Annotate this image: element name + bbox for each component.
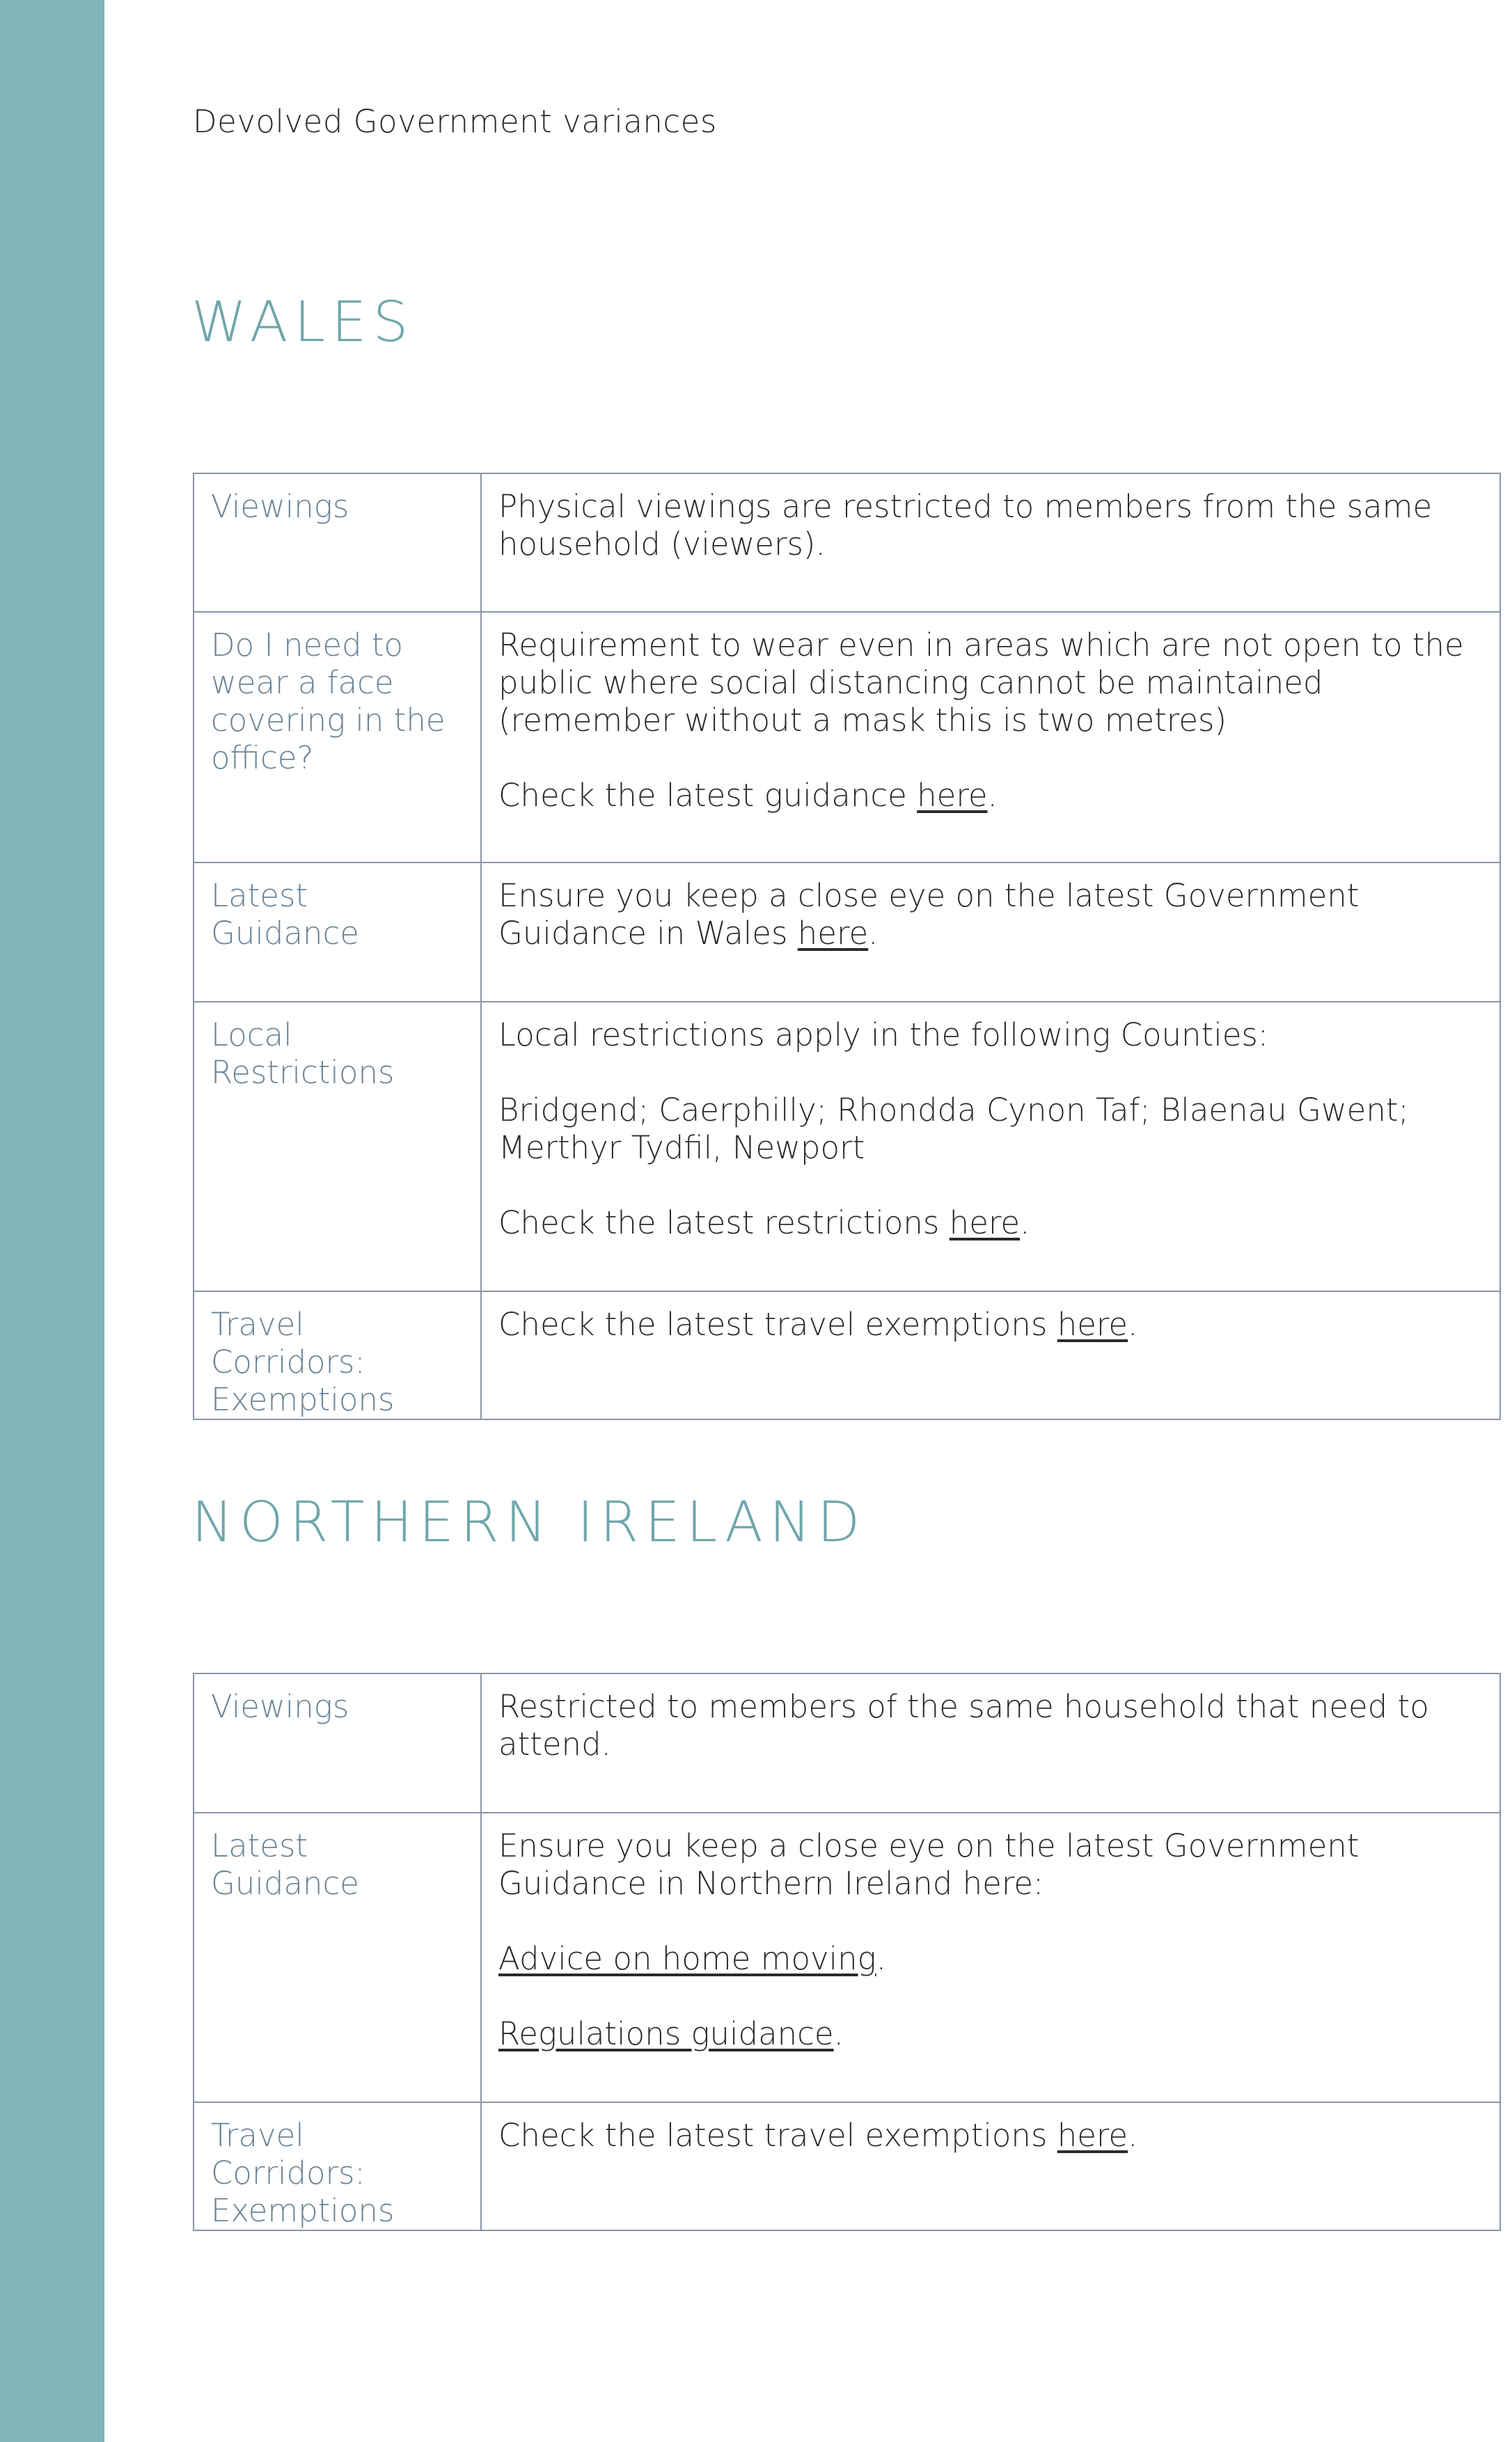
travel-here-link[interactable]: here	[1057, 1306, 1128, 1343]
ni-latest-guidance-text: Ensure you keep a close eye on the latest Government Guidance in Northern Ireland here:	[498, 1827, 1360, 1902]
ni-travel-text	[498, 2117, 1483, 2155]
table-row	[194, 1673, 1500, 1813]
ni-advice-line	[498, 1940, 1483, 1978]
table-row	[194, 473, 1500, 612]
row-label-local-restrictions: Local Restrictions	[194, 1002, 481, 1291]
check-restrictions-text: Check the latest restrictions	[498, 1204, 950, 1241]
row-label-travel: Travel Corridors: Exemptions	[194, 2102, 481, 2230]
row-label-latest-guidance: Latest Guidance	[194, 1813, 481, 2102]
latest-guidance-text	[498, 877, 1483, 952]
face-covering-text: Requirement to wear even in areas which are not open to the public where social distancing cannot be maintained (remember without a mask this is two metres)	[498, 627, 1464, 739]
advice-home-moving-link[interactable]: Advice on home moving	[498, 1940, 876, 1977]
period: .	[868, 915, 879, 952]
sidebar-accent-bar	[0, 0, 104, 2442]
check-guidance-text: Check the latest guidance	[498, 777, 918, 814]
row-value-latest-guidance	[481, 1813, 1500, 2102]
travel-prefix: Check the latest travel exemptions	[498, 2117, 1057, 2154]
latest-guidance-prefix: Ensure you keep a close eye on the latest Government Guidance in Wales	[498, 877, 1360, 952]
row-value-travel	[481, 1291, 1500, 1419]
regulations-guidance-link[interactable]: Regulations guidance	[498, 2015, 834, 2052]
row-label-viewings: Viewings	[194, 1673, 481, 1813]
period: .	[1128, 1306, 1138, 1343]
row-value-latest-guidance	[481, 862, 1500, 1002]
section-title-wales: WALES	[191, 290, 415, 354]
guidance-here-link[interactable]: here	[917, 777, 988, 814]
restrictions-here-link[interactable]: here	[949, 1204, 1021, 1241]
local-restrictions-counties: Bridgend; Caerphilly; Rhondda Cynon Taf; Blaenau Gwent; Merthyr Tydfil, Newport	[498, 1092, 1409, 1166]
table-row	[194, 612, 1500, 862]
table-row	[194, 2102, 1500, 2230]
row-label-face-covering: Do I need to wear a face covering in the office?	[194, 612, 481, 862]
period: .	[833, 2015, 844, 2052]
row-label-viewings: Viewings	[194, 473, 481, 612]
viewings-text: Physical viewings are restricted to members from the same household (viewers).	[498, 488, 1433, 562]
face-covering-check	[498, 777, 1483, 814]
local-restrictions-check	[498, 1204, 1483, 1242]
travel-prefix: Check the latest travel exemptions	[498, 1306, 1057, 1343]
travel-text	[498, 1306, 1483, 1344]
wales-table	[193, 473, 1501, 1420]
table-row	[194, 1002, 1500, 1291]
row-label-travel: Travel Corridors: Exemptions	[194, 1291, 481, 1419]
table-row	[194, 1291, 1500, 1419]
row-value-face-covering	[481, 612, 1500, 862]
row-value-local-restrictions	[481, 1002, 1500, 1291]
row-label-latest-guidance: Latest Guidance	[194, 862, 481, 1002]
northern-ireland-table	[193, 1673, 1501, 2231]
row-value-viewings	[481, 473, 1500, 612]
period: .	[1128, 2117, 1138, 2154]
wales-guidance-here-link[interactable]: here	[797, 915, 869, 952]
ni-viewings-text: Restricted to members of the same household that need to attend.	[498, 1688, 1429, 1763]
ni-travel-here-link[interactable]: here	[1057, 2117, 1128, 2154]
row-value-travel	[481, 2102, 1500, 2230]
ni-regulations-line	[498, 2015, 1483, 2053]
table-row	[194, 862, 1500, 1002]
period: .	[876, 1940, 886, 1977]
local-restrictions-intro: Local restrictions apply in the following Counties:	[498, 1016, 1269, 1053]
section-title-northern-ireland: NORTHERN IRELAND	[191, 1490, 867, 1554]
page-header: Devolved Government variances	[193, 103, 717, 140]
period: .	[1020, 1204, 1030, 1241]
period: .	[987, 777, 998, 814]
table-row	[194, 1813, 1500, 2102]
row-value-viewings	[481, 1673, 1500, 1813]
